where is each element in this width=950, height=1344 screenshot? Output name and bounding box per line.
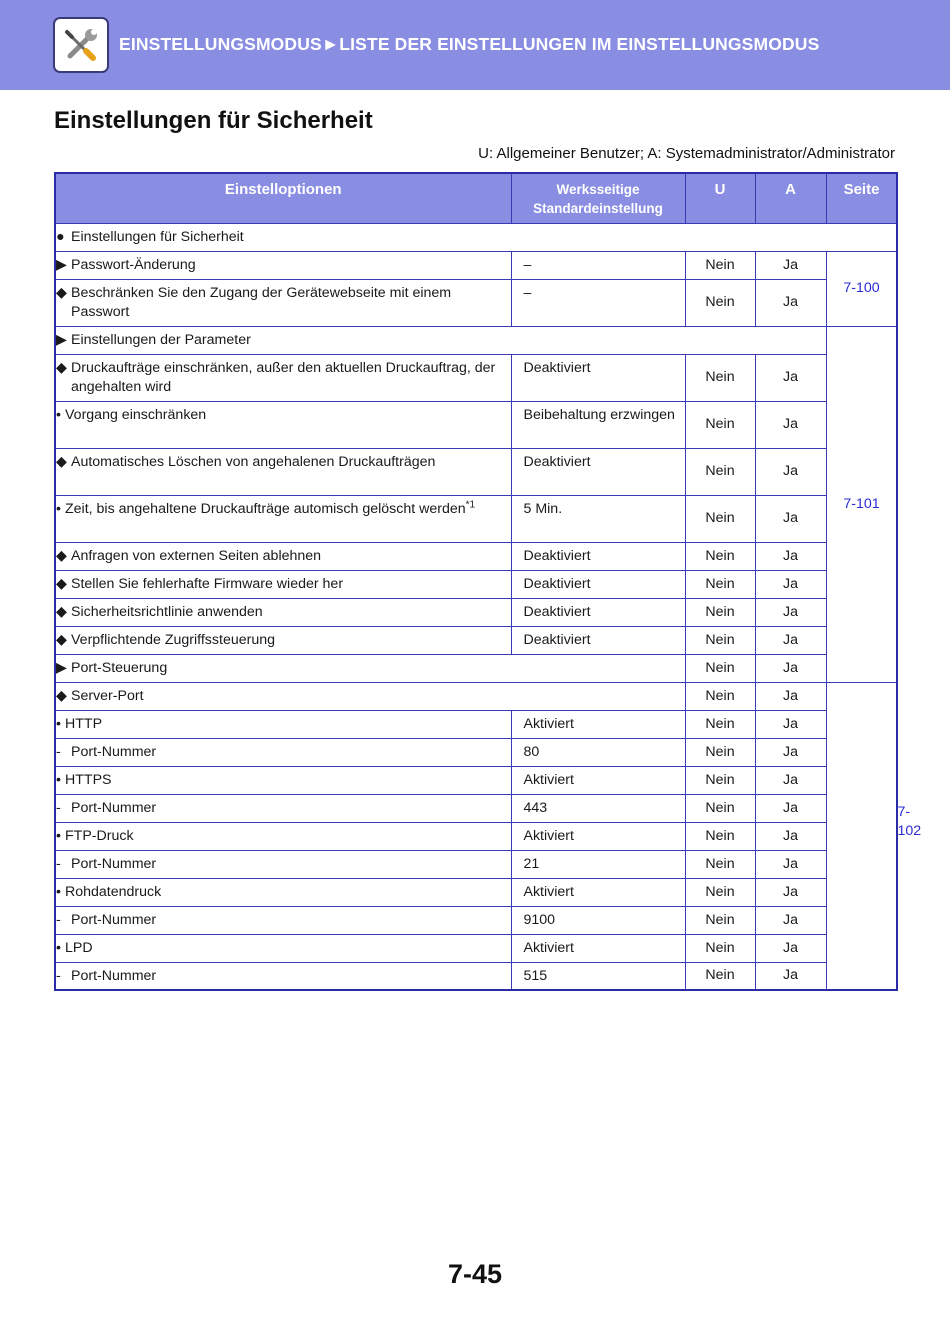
table-row: ◆ Beschränken Sie den Zugang der Gerätewebseite mit einem Passwort – Nein Ja [55,279,897,326]
table-row: ▶ Port-Steuerung Nein Ja 7-102 [55,654,897,682]
breadcrumb: EINSTELLUNGSMODUS►LISTE DER EINSTELLUNGEN IM EINSTELLUNGSMODUS [119,34,820,54]
header-user: U [685,173,755,223]
header-default: Werksseitige Standardeinstellung [511,173,685,223]
table-header-row [55,173,897,223]
table-row: • Zeit, bis angehaltene Druckaufträge automisch gelöscht werden$^{*1}$ 5 Min. Nein Ja [55,495,897,542]
table-row: - Port-Nummer 21 Nein Ja [55,850,897,878]
footnote-mark: *1 [465,498,476,510]
table-row: • HTTPS Aktiviert Nein Ja [55,766,897,794]
table-row: ◆ Sicherheitsrichtlinie anwenden Deaktiviert Nein Ja [55,598,897,626]
user-role-legend: U: Allgemeiner Benutzer; A: Systemadministrator/Administrator [478,145,895,162]
tools-icon [53,17,109,73]
header-admin: A [755,173,826,223]
header-page: Seite [826,173,897,223]
table-row: - Port-Nummer 80 Nein Ja [55,738,897,766]
table-row: ◆ Anfragen von externen Seiten ablehnen Deaktiviert Nein Ja [55,542,897,570]
table-row: ◆ Stellen Sie fehlerhafte Firmware wieder her Deaktiviert Nein Ja [55,570,897,598]
table-row: ▶ Einstellungen der Parameter 7-101 [55,326,897,354]
settings-table [54,172,922,991]
table-row: • HTTP Aktiviert Nein Ja [55,710,897,738]
table-row: - Port-Nummer 443 Nein Ja [55,794,897,822]
table-row: • LPD Aktiviert Nein Ja [55,934,897,962]
page-title: Einstellungen für Sicherheit [54,107,373,134]
table-row: • FTP-Druck Aktiviert Nein Ja [55,822,897,850]
page-link[interactable]: 7-100 [826,251,897,326]
table-row: ▶ Passwort-Änderung – Nein Ja 7-100 [55,251,897,279]
table-row: - Port-Nummer 515 Nein Ja [55,962,897,990]
section-label: ● Einstellungen für Sicherheit [55,223,897,251]
table-row: • Rohdatendruck Aktiviert Nein Ja [55,878,897,906]
header-options: Einstelloptionen [55,173,511,223]
table-row: ◆ Druckaufträge einschränken, außer den aktuellen Druckauftrag, der angehalten wird Deaktiviert Nein Ja [55,354,897,401]
table-row: ◆ Automatisches Löschen von angehalenen Druckaufträgen Deaktiviert Nein Ja [55,448,897,495]
page-link[interactable]: 7-101 [826,326,897,682]
header-band [0,0,950,90]
page-number: 7-45 [447,1259,503,1289]
table-row: ◆ Server-Port Nein Ja [55,682,897,710]
table-row: - Port-Nummer 9100 Nein Ja [55,906,897,934]
table-row: ◆ Verpflichtende Zugriffssteuerung Deaktiviert Nein Ja [55,626,897,654]
table-row: • Vorgang einschränken Beibehaltung erzwingen Nein Ja [55,401,897,448]
section-row [55,223,897,251]
